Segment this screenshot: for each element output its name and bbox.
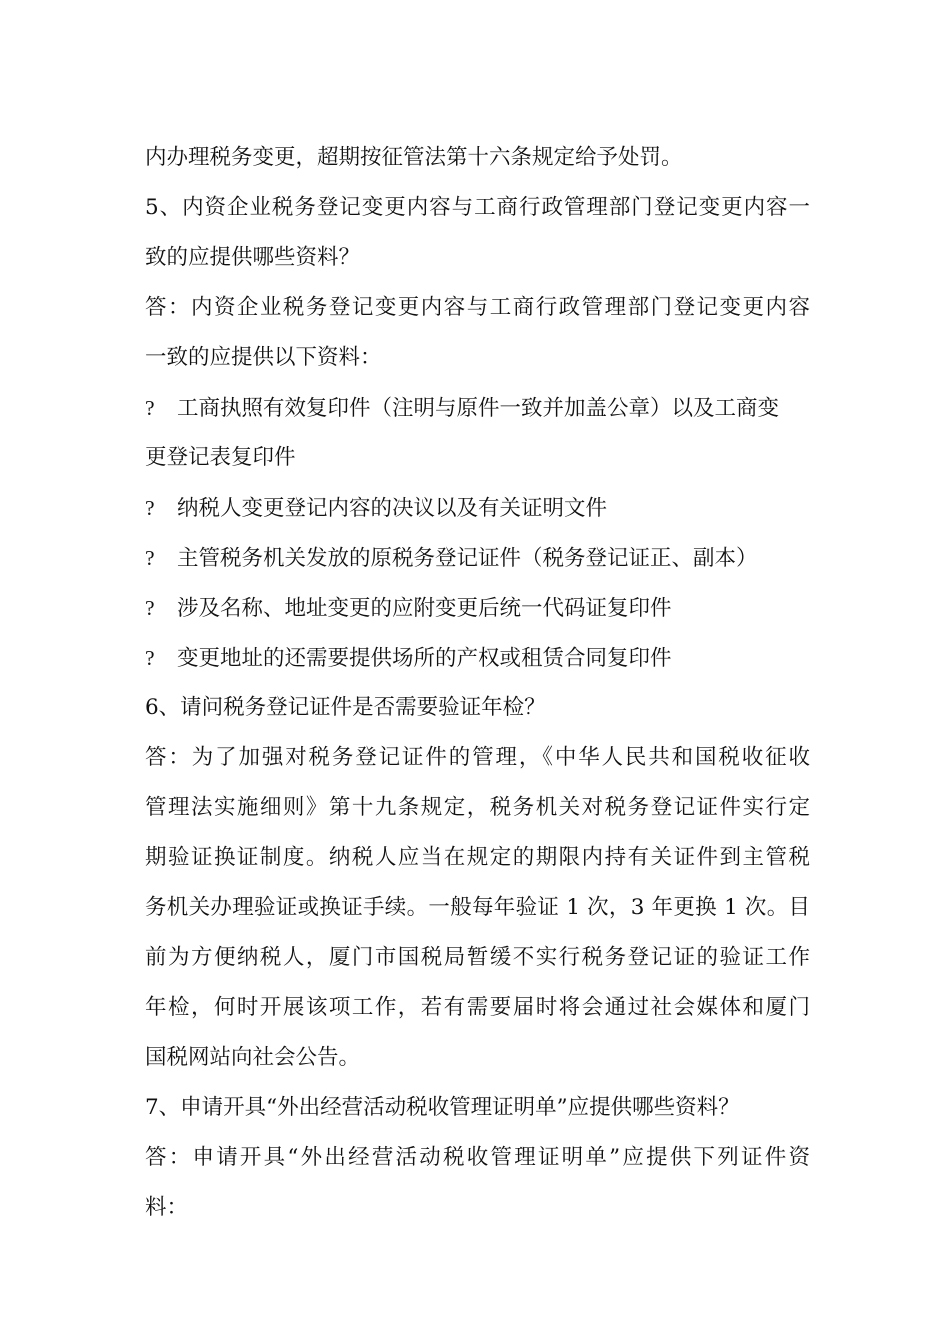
answer-6-cont: 期验证换证制度。纳税人应当在规定的期限内持有关证件到主管税	[145, 845, 810, 870]
answer-6-cont: 管理法实施细则》第十九条规定，税务机关对税务登记证件实行定	[145, 795, 810, 820]
list-item-text: 主管税务机关发放的原税务登记证件（税务登记证正、副本）	[177, 546, 758, 571]
question-5-heading-cont: 致的应提供哪些资料？	[145, 245, 361, 270]
question-6-heading: 6、请问税务登记证件是否需要验证年检？	[145, 695, 546, 720]
list-item	[145, 583, 810, 633]
answer-6-cont: 务机关办理验证或换证手续。一般每年验证 1 次，3 年更换 1 次。目	[145, 895, 810, 920]
answer-6-cont: 年检，何时开展该项工作，若有需要届时将会通过社会媒体和厦门	[145, 995, 810, 1020]
bullet-mark: ?	[145, 396, 155, 420]
answer-5-cont: 一致的应提供以下资料：	[145, 345, 382, 370]
bullet-mark: ?	[145, 596, 155, 620]
answer-7-cont: 料：	[145, 1195, 189, 1220]
list-item-cont: 更登记表复印件	[145, 445, 296, 470]
list-item	[145, 383, 810, 433]
bullet-mark: ?	[145, 496, 155, 520]
bullet-mark: ?	[145, 546, 155, 570]
bullet-mark: ?	[145, 646, 155, 670]
answer-6-cont: 国税网站向社会公告。	[145, 1045, 361, 1070]
list-item	[145, 633, 810, 683]
answer-6: 答：为了加强对税务登记证件的管理，《中华人民共和国税收征收	[145, 745, 810, 770]
answer-7: 答：申请开具“外出经营活动税收管理证明单”应提供下列证件资	[145, 1145, 810, 1170]
answer-5: 答：内资企业税务登记变更内容与工商行政管理部门登记变更内容	[145, 295, 810, 320]
list-item	[145, 483, 810, 533]
question-5-heading: 5、内资企业税务登记变更内容与工商行政管理部门登记变更内容一	[145, 195, 810, 220]
list-item-text: 涉及名称、地址变更的应附变更后统一代码证复印件	[177, 596, 672, 621]
list-item	[145, 533, 810, 583]
list-item-text: 变更地址的还需要提供场所的产权或租赁合同复印件	[177, 646, 672, 671]
answer-6-cont: 前为方便纳税人，厦门市国税局暂缓不实行税务登记证的验证工作	[145, 945, 810, 970]
text-line: 内办理税务变更，超期按征管法第十六条规定给予处罚。	[145, 145, 683, 170]
list-item-text: 纳税人变更登记内容的决议以及有关证明文件	[177, 496, 608, 521]
document-body	[145, 133, 810, 1233]
list-item-text: 工商执照有效复印件（注明与原件一致并加盖公章）以及工商变	[177, 396, 780, 421]
question-7-heading: 7、申请开具“外出经营活动税收管理证明单”应提供哪些资料？	[145, 1095, 740, 1120]
